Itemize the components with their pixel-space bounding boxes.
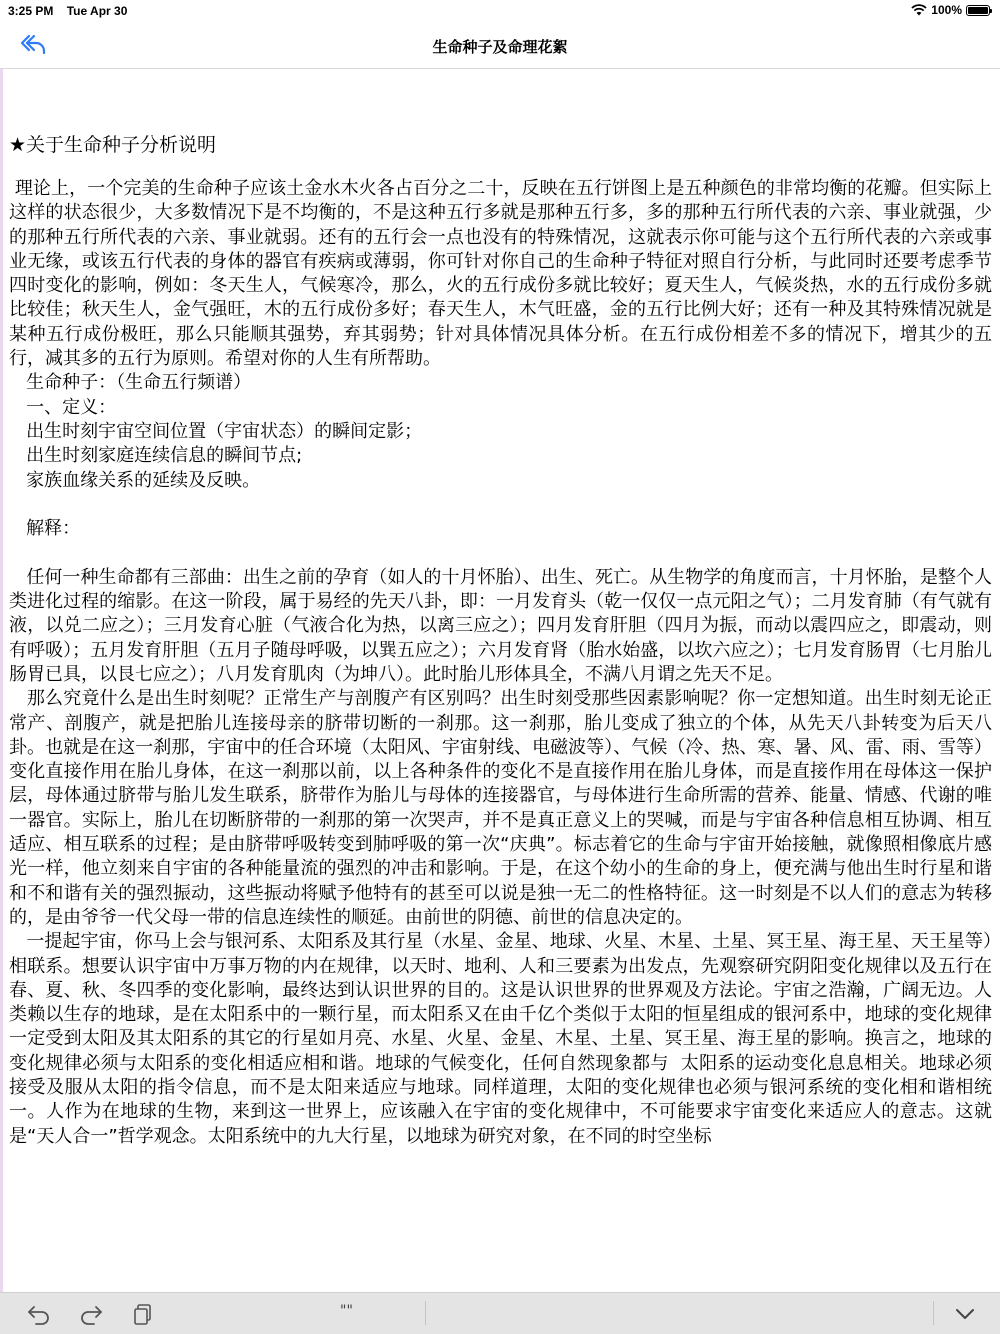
- chevron-down-icon[interactable]: [952, 1301, 978, 1327]
- definition-line: 一、定义：: [9, 396, 117, 418]
- intro-paragraph: 理论上，一个完美的生命种子应该土金水木火各占百分之二十，反映在五行饼图上是五种颜色的非常均衡的花瓣。但实际上这样的状态很少，大多数情况下是不均衡的，不是这种五行多就是那种五行多，多的那种五行所代表的六亲、事业就强，少的那种五行所代表的六亲、事业就弱。还有的五行会一点也没有的特殊情况，这就表示你可能与这个五行所代表的六亲或事业无缘，或该五行代表的身体的器官有疾病或薄弱，你可针对你自己的生命种子特征对照自行分析，与此同时还要考虑季节四时变化的影响，例如：冬天生人，气候寒冷，那么，火的五行成份多就比较好；夏天生人，气候炎热，水的五行成份多就比较佳；秋天生人，金气强旺，木的五行成份多好；春天生人，木气旺盛，金的五行比例大好；还有一种及其特殊情况就是某种五行成份极旺，那么只能顺其强势，弃其弱势；针对具体情况具体分析。在五行成份相差不多的情况下，增其少的五行，减其多的五行为原则。希望对你的人生有所帮助。: [9, 178, 992, 370]
- status-date: Tue Apr 30: [66, 4, 128, 18]
- status-right: [911, 3, 990, 17]
- keyboard-shortcut-bar: [0, 1292, 1000, 1334]
- section-title: ★关于生命种子分析说明: [9, 134, 217, 156]
- definition-line: 出生时刻家庭连续信息的瞬间节点;: [9, 445, 303, 467]
- status-bar: [0, 0, 1000, 22]
- navigation-bar: [0, 22, 1000, 69]
- definition-line: 家族血缘关系的延续及反映。: [9, 469, 261, 491]
- paragraph: 任何一种生命都有三部曲：出生之前的孕育（如人的十月怀胎）、出生、死亡。从生物学的角度而言，十月怀胎，是整个人类进化过程的缩影。在这一阶段，属于易经的先天八卦，即：一月发育头（乾一仅仅一点元阳之气）；二月发育肺（有气就有液，以兑二应之）；三月发育心脏（气液合化为热，以离三应之）；四月发育肝胆（四月为振，而动以震四应之，即震动，则有呼吸）；五月发育肝胆（五月子随母呼吸，以巽五应之）；六月发育肾（胎水始盛，以坎六应之）；七月发育肠胃（七月胎儿肠胃已具，以艮七应之）；八月发育肌肉（为坤八）。此时胎儿形体具全，不满八月谓之先天不足。: [9, 566, 992, 685]
- status-left: [8, 4, 137, 18]
- page-title: 生命种子及命理花絮: [432, 38, 568, 56]
- text-content-area[interactable]: [0, 69, 1000, 1293]
- battery-percent: 100%: [931, 3, 962, 17]
- blank-line: [9, 541, 992, 565]
- redo-icon[interactable]: [78, 1301, 104, 1327]
- toolbar-divider: [933, 1301, 934, 1325]
- quote-key[interactable]: "": [340, 1303, 353, 1319]
- definition-line: 出生时刻宇宙空间位置（宇宙状态）的瞬间定影；: [9, 420, 423, 442]
- undo-icon[interactable]: [26, 1301, 52, 1327]
- blank-line: [9, 493, 992, 517]
- wifi-icon: [911, 4, 927, 16]
- toolbar-divider: [425, 1301, 426, 1325]
- definition-line: 生命种子：（生命五行频谱）: [9, 372, 252, 394]
- paragraph: 一提起宇宙，你马上会与银河系、太阳系及其行星（水星、金星、地球、火星、木星、土星、冥王星、海王星、天王星等）相联系。想要认识宇宙中万事万物的内在规律，以天时、地利、人和三要素为出发点，先观察研究阴阳变化规律以及五行在春、夏、秋、冬四季的变化影响，最终达到认识世界的目的。这是认识世界的世界观及方法论。宇宙之浩瀚，广阔无边。人类赖以生存的地球，是在太阳系中的一颗行星，而太阳系又在由千亿个类似于太阳的恒星组成的银河系中，地球的变化规律一定受到太阳及其太阳系的其它的行星如月亮、水星、火星、金星、木星、土星、冥王星、海王星的影响。换言之，地球的变化规律必须与太阳系的变化相适应相和谐。地球的气候变化，任何自然现象都与 太阳系的运动变化息息相关。地球必须接受及服从太阳的指令信息，而不是太阳来适应与地球。同样道理，太阳的变化规律也必须与银河系统的变化相和谐相统一。人作为在地球的生物，来到这一世界上，应该融入在宇宙的变化规律中，不可能要求宇宙变化来适应人的意志。这就是“天人合一”哲学观念。太阳系统中的九大行星，以地球为研究对象，在不同的时空坐标: [9, 931, 992, 1147]
- status-time: 3:25 PM: [8, 4, 54, 18]
- paragraph: 那么究竟什么是出生时刻呢？正常生产与剖腹产有区别吗？出生时刻受那些因素影响呢？你一定想知道。出生时刻无论正常产、剖腹产，就是把胎儿连接母亲的脐带切断的一刹那。这一刹那，胎儿变成了独立的个体，从先天八卦转变为后天八卦。也就是在这一刹那，宇宙中的任合环境（太阳风、宇宙射线、电磁波等）、气候（冷、热、寒、暑、风、雷、雨、雪等）变化直接作用在胎儿身体，在这一刹那以前，以上各种条件的变化不是直接作用在胎儿身体，而是直接作用在母体这一保护层，母体通过脐带与胎儿发生联系，脐带作为胎儿与母体的连接器官，与母体进行生命所需的营养、能量、情感、代谢的唯一器官。实际上，胎儿在切断脐带的一刹那的第一次哭声，并不是真正意义上的哭喊，而是与宇宙各种信息相互协调、相互适应、相互联系的过程；是由脐带呼吸转变到肺呼吸的第一次“庆典”。标志着它的生命与宇宙开始接触，就像照相像底片感光一样，他立刻来自宇宙的各种能量流的强烈的冲击和影响。于是，在这个幼小的生命的身上，便充满与他出生时行星和谐和不和谐有关的强烈振动，这些振动将赋予他特有的甚至可以说是独一无二的性格特征。这一时刻是不以人们的意志为转移的，是由爷爷一代父母一带的信息连续性的顺延。由前世的阴德、前世的信息决定的。: [9, 688, 992, 928]
- battery-icon: [966, 5, 990, 16]
- clipboard-icon[interactable]: [130, 1301, 156, 1327]
- explain-label: 解释：: [9, 518, 81, 540]
